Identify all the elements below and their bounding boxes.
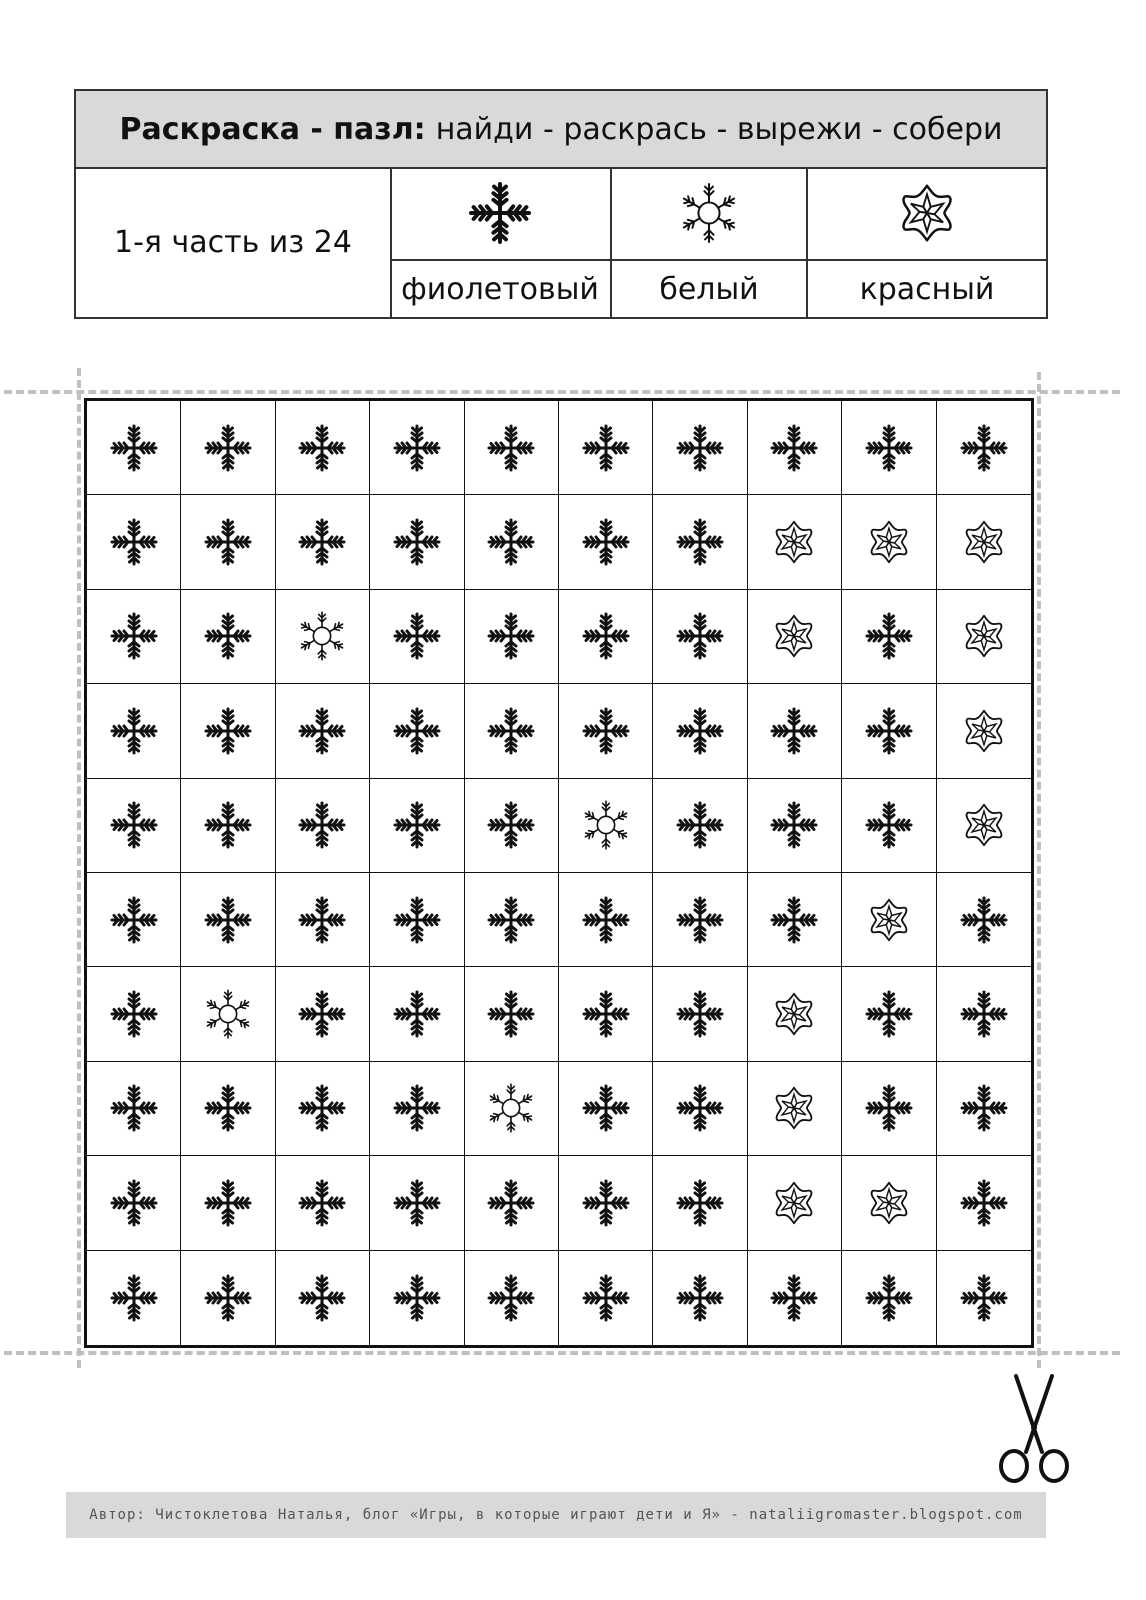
key-purple xyxy=(390,167,612,317)
snowflake-a-icon xyxy=(675,611,725,661)
grid-cell xyxy=(276,401,370,495)
snowflake-b-icon xyxy=(201,987,255,1041)
snowflake-c-icon xyxy=(771,991,817,1037)
grid-cell xyxy=(937,1251,1031,1345)
grid-cell xyxy=(370,684,464,778)
snowflake-a-icon xyxy=(581,517,631,567)
grid-cell xyxy=(842,684,936,778)
grid-cell xyxy=(559,495,653,589)
snowflake-a-icon xyxy=(864,706,914,756)
grid-cell xyxy=(937,590,1031,684)
snowflake-a-icon xyxy=(486,800,536,850)
snowflake-a-icon xyxy=(864,1083,914,1133)
grid-cell xyxy=(748,590,842,684)
snowflake-a-icon xyxy=(486,517,536,567)
snowflake-a-icon xyxy=(959,1273,1009,1323)
snowflake-a-icon xyxy=(109,423,159,473)
snowflake-a-icon xyxy=(297,800,347,850)
snowflake-a-icon xyxy=(769,423,819,473)
snowflake-a-icon xyxy=(109,611,159,661)
snowflake-b-icon xyxy=(579,798,633,852)
grid-cell xyxy=(653,967,747,1061)
snowflake-a-icon xyxy=(486,706,536,756)
snowflake-b-icon xyxy=(295,609,349,663)
snowflake-c-icon xyxy=(961,519,1007,565)
grid-cell xyxy=(87,967,181,1061)
snowflake-a-icon xyxy=(959,989,1009,1039)
grid-cell xyxy=(653,779,747,873)
snowflake-a-icon xyxy=(486,423,536,473)
snowflake-a-icon xyxy=(203,517,253,567)
snowflake-a-icon xyxy=(203,1273,253,1323)
grid-cell xyxy=(842,1156,936,1250)
snowflake-a-icon xyxy=(486,611,536,661)
grid-cell xyxy=(465,495,559,589)
snowflake-a-icon xyxy=(675,989,725,1039)
grid-cell xyxy=(181,967,275,1061)
scissors-icon xyxy=(994,1372,1074,1490)
grid-cell xyxy=(181,779,275,873)
grid-cell xyxy=(465,873,559,967)
snowflake-a-icon xyxy=(769,895,819,945)
grid-cell xyxy=(465,590,559,684)
snowflake-a-icon xyxy=(203,895,253,945)
grid-cell xyxy=(559,1251,653,1345)
grid-cell xyxy=(653,495,747,589)
snowflake-a-icon xyxy=(297,895,347,945)
snowflake-c-icon xyxy=(866,897,912,943)
grid-cell xyxy=(559,590,653,684)
snowflake-a-icon xyxy=(486,1273,536,1323)
snowflake-a-icon xyxy=(203,1178,253,1228)
grid-cell xyxy=(181,1156,275,1250)
grid-cell xyxy=(276,779,370,873)
grid-cell xyxy=(87,495,181,589)
snowflake-a-icon xyxy=(959,1178,1009,1228)
grid-cell xyxy=(748,1251,842,1345)
grid-cell xyxy=(87,1062,181,1156)
grid-cell xyxy=(370,1062,464,1156)
grid-cell xyxy=(748,495,842,589)
key-red xyxy=(808,167,1046,317)
grid-cell xyxy=(370,495,464,589)
grid-cell xyxy=(181,1251,275,1345)
snowflake-a-icon xyxy=(392,1273,442,1323)
key-label-purple: фиолетовый xyxy=(401,271,599,307)
grid-cell xyxy=(842,401,936,495)
grid-cell xyxy=(748,1156,842,1250)
snowflake-a-icon xyxy=(109,1273,159,1323)
snowflake-a-icon xyxy=(581,1178,631,1228)
snowflake-a-icon xyxy=(864,611,914,661)
snowflake-a-icon xyxy=(581,423,631,473)
snowflake-a-icon xyxy=(203,1083,253,1133)
snowflake-a-icon xyxy=(297,1178,347,1228)
grid-cell xyxy=(370,1251,464,1345)
snowflake-a-icon xyxy=(769,1273,819,1323)
snowflake-c-icon xyxy=(866,519,912,565)
snowflake-a-icon xyxy=(959,423,1009,473)
grid-cell xyxy=(842,873,936,967)
grid-cell xyxy=(559,873,653,967)
grid-cell xyxy=(276,590,370,684)
grid-cell xyxy=(276,495,370,589)
snowflake-c-icon xyxy=(808,167,1046,261)
grid-cell xyxy=(937,401,1031,495)
grid-cell xyxy=(465,779,559,873)
snowflake-a-icon xyxy=(109,706,159,756)
snowflake-a-icon xyxy=(675,517,725,567)
snowflake-a-icon xyxy=(297,423,347,473)
grid-cell xyxy=(181,590,275,684)
grid-cell xyxy=(370,873,464,967)
snowflake-a-icon xyxy=(769,706,819,756)
snowflake-a-icon xyxy=(392,800,442,850)
snowflake-a-icon xyxy=(297,1273,347,1323)
grid-cell xyxy=(937,779,1031,873)
grid-cell xyxy=(181,684,275,778)
snowflake-a-icon xyxy=(392,1083,442,1133)
page-title xyxy=(76,91,1046,169)
grid-cell xyxy=(937,873,1031,967)
snowflake-a-icon xyxy=(864,1273,914,1323)
snowflake-a-icon xyxy=(109,1178,159,1228)
grid-cell xyxy=(842,590,936,684)
grid-cell xyxy=(87,401,181,495)
snowflake-a-icon xyxy=(864,423,914,473)
snowflake-a-icon xyxy=(675,706,725,756)
snowflake-a-icon xyxy=(109,989,159,1039)
snowflake-a-icon xyxy=(390,167,610,261)
grid-cell xyxy=(842,495,936,589)
snowflake-a-icon xyxy=(109,800,159,850)
grid-cell xyxy=(276,967,370,1061)
grid-cell xyxy=(465,1062,559,1156)
snowflake-a-icon xyxy=(392,1178,442,1228)
grid-cell xyxy=(937,967,1031,1061)
snowflake-a-icon xyxy=(581,989,631,1039)
snowflake-a-icon xyxy=(109,517,159,567)
grid-cell xyxy=(842,779,936,873)
grid-cell xyxy=(87,684,181,778)
grid-cell xyxy=(87,590,181,684)
snowflake-c-icon xyxy=(771,1085,817,1131)
grid-cell xyxy=(842,1251,936,1345)
puzzle-grid xyxy=(84,398,1034,1348)
snowflake-c-icon xyxy=(961,708,1007,754)
snowflake-a-icon xyxy=(675,1083,725,1133)
grid-cell xyxy=(937,1156,1031,1250)
grid-cell xyxy=(465,684,559,778)
grid-cell xyxy=(370,779,464,873)
key-label-red: красный xyxy=(859,271,995,307)
footer-credit: Автор: Чистоклетова Наталья, блог «Игры, в которые играют дети и Я» - nataliigromaster.blogspot.com xyxy=(66,1492,1046,1538)
grid-cell xyxy=(276,1156,370,1250)
snowflake-a-icon xyxy=(769,800,819,850)
grid-cell xyxy=(559,1156,653,1250)
part-label: 1-я часть из 24 xyxy=(76,167,392,317)
grid-cell xyxy=(559,1062,653,1156)
grid-cell xyxy=(87,1156,181,1250)
snowflake-a-icon xyxy=(581,1083,631,1133)
snowflake-a-icon xyxy=(392,611,442,661)
grid-cell xyxy=(181,495,275,589)
grid-cell xyxy=(465,1156,559,1250)
grid-cell xyxy=(370,590,464,684)
snowflake-a-icon xyxy=(109,895,159,945)
snowflake-a-icon xyxy=(675,800,725,850)
snowflake-a-icon xyxy=(392,706,442,756)
grid-cell xyxy=(653,684,747,778)
grid-cell xyxy=(559,779,653,873)
snowflake-a-icon xyxy=(864,989,914,1039)
snowflake-b-icon xyxy=(612,167,806,261)
snowflake-a-icon xyxy=(959,895,1009,945)
cut-line-right xyxy=(1037,372,1041,1368)
grid-cell xyxy=(653,401,747,495)
grid-cell xyxy=(937,684,1031,778)
snowflake-a-icon xyxy=(392,895,442,945)
snowflake-a-icon xyxy=(581,611,631,661)
grid-cell xyxy=(181,401,275,495)
snowflake-a-icon xyxy=(392,989,442,1039)
grid-cell xyxy=(559,684,653,778)
grid-cell xyxy=(748,779,842,873)
snowflake-c-icon xyxy=(866,1180,912,1226)
snowflake-a-icon xyxy=(675,1273,725,1323)
snowflake-a-icon xyxy=(203,423,253,473)
grid-cell xyxy=(276,873,370,967)
snowflake-a-icon xyxy=(959,1083,1009,1133)
snowflake-a-icon xyxy=(203,611,253,661)
cut-line-left xyxy=(77,368,81,1368)
snowflake-a-icon xyxy=(203,800,253,850)
snowflake-a-icon xyxy=(581,895,631,945)
grid-cell xyxy=(653,1156,747,1250)
cut-line-bottom xyxy=(4,1351,1120,1355)
snowflake-a-icon xyxy=(486,989,536,1039)
snowflake-a-icon xyxy=(392,423,442,473)
snowflake-a-icon xyxy=(109,1083,159,1133)
grid-cell xyxy=(276,684,370,778)
grid-cell xyxy=(748,1062,842,1156)
snowflake-a-icon xyxy=(675,895,725,945)
grid-cell xyxy=(937,495,1031,589)
grid-cell xyxy=(653,1251,747,1345)
grid-cell xyxy=(87,779,181,873)
grid-cell xyxy=(87,873,181,967)
grid-cell xyxy=(370,967,464,1061)
grid-cell xyxy=(748,401,842,495)
snowflake-a-icon xyxy=(297,989,347,1039)
grid-cell xyxy=(653,1062,747,1156)
title-bold: Раскраска - пазл: xyxy=(119,111,426,147)
snowflake-a-icon xyxy=(581,706,631,756)
snowflake-a-icon xyxy=(486,1178,536,1228)
grid-cell xyxy=(370,401,464,495)
snowflake-b-icon xyxy=(484,1081,538,1135)
grid-cell xyxy=(653,873,747,967)
snowflake-a-icon xyxy=(297,706,347,756)
key-label-white: белый xyxy=(659,271,759,307)
snowflake-c-icon xyxy=(961,613,1007,659)
grid-cell xyxy=(181,1062,275,1156)
snowflake-a-icon xyxy=(203,706,253,756)
grid-cell xyxy=(465,1251,559,1345)
snowflake-c-icon xyxy=(771,613,817,659)
grid-cell xyxy=(748,873,842,967)
snowflake-a-icon xyxy=(675,1178,725,1228)
cut-line-top xyxy=(4,390,1120,394)
snowflake-a-icon xyxy=(675,423,725,473)
grid-cell xyxy=(370,1156,464,1250)
snowflake-a-icon xyxy=(392,517,442,567)
header-table xyxy=(74,89,1048,319)
snowflake-c-icon xyxy=(771,1180,817,1226)
snowflake-a-icon xyxy=(297,517,347,567)
title-rest: найди - раскрась - вырежи - собери xyxy=(435,111,1003,147)
grid-cell xyxy=(842,967,936,1061)
grid-cell xyxy=(87,1251,181,1345)
snowflake-a-icon xyxy=(581,1273,631,1323)
snowflake-a-icon xyxy=(297,1083,347,1133)
grid-cell xyxy=(465,967,559,1061)
grid-cell xyxy=(559,967,653,1061)
grid-cell xyxy=(653,590,747,684)
grid-cell xyxy=(937,1062,1031,1156)
snowflake-a-icon xyxy=(486,895,536,945)
snowflake-a-icon xyxy=(864,800,914,850)
grid-cell xyxy=(748,684,842,778)
grid-cell xyxy=(748,967,842,1061)
grid-cell xyxy=(181,873,275,967)
grid-cell xyxy=(276,1251,370,1345)
key-white xyxy=(612,167,808,317)
grid-cell xyxy=(559,401,653,495)
snowflake-c-icon xyxy=(771,519,817,565)
grid-cell xyxy=(276,1062,370,1156)
grid-cell xyxy=(842,1062,936,1156)
snowflake-c-icon xyxy=(961,802,1007,848)
grid-cell xyxy=(465,401,559,495)
